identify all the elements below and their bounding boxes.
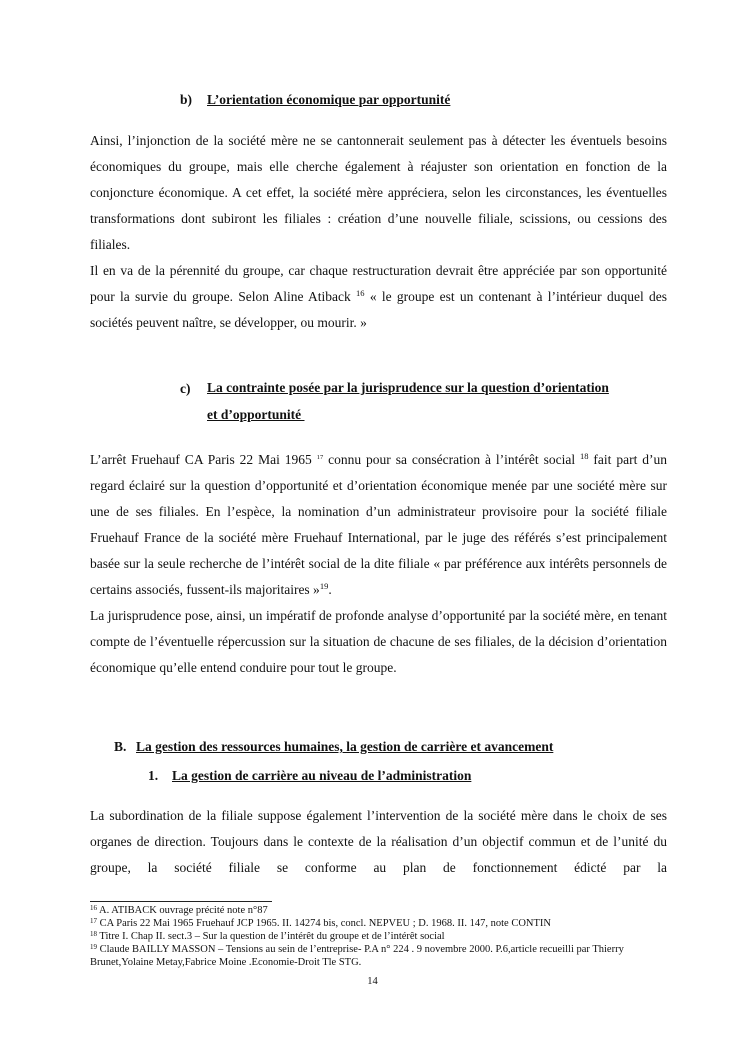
footnote-separator <box>90 901 272 902</box>
footnote-ref: 18 <box>580 451 589 461</box>
section-c-body <box>90 447 667 681</box>
heading-b-title: L’orientation économique par opportunité <box>207 92 451 107</box>
heading-c-title-line1: La contrainte posée par la jurisprudence sur la question d’orientation <box>207 380 609 395</box>
footnotes <box>90 904 670 969</box>
footnote: $^{18}$ Titre I. Chap II. sect.3 – Sur la question de l’intérêt du groupe et de l’intérêt social <box>90 930 445 942</box>
heading-B-label: B. <box>114 739 127 754</box>
paragraph: Il en va de la pérennité du groupe, car chaque restructuration devrait être appréciée par son opportunité pour la survie du groupe. Selon Aline Atiback $^{16}$ « le groupe est un contenant à l’intérieur duquel des sociétés peuvent naître, se développer, ou mourir. » <box>90 263 667 330</box>
footnote-ref: 17 <box>316 454 324 461</box>
heading-1-title: La gestion de carrière au niveau de l’administration <box>172 768 472 783</box>
heading-c-label: c) <box>180 381 191 396</box>
heading-c <box>180 381 670 428</box>
section-b-body <box>90 128 667 336</box>
heading-B-title: La gestion des ressources humaines, la gestion de carrière et avancement <box>136 739 554 754</box>
heading-b-label: b) <box>180 92 193 107</box>
heading-B <box>114 739 553 755</box>
footnote-ref: 19 <box>319 581 329 591</box>
heading-1-label: 1. <box>148 768 159 783</box>
paragraph: Ainsi, l’injonction de la société mère ne se cantonnerait seulement pas à détecter les éventuels besoins économiques du groupe, mais elle cherche également à réajuster son orientation en fonction de la conjoncture économique. A cet effet, la société mère appréciera, selon les circonstances, les éventuelles transformations dont subiront les filiales : création d’une nouvelle filiale, scissions, ou cessions des filiales. <box>90 133 667 252</box>
footnote-ref: 16 <box>356 288 365 298</box>
page-number: 14 <box>367 976 378 987</box>
paragraph: L’arrêt Fruehauf CA Paris 22 Mai 1965 $^{17}$ connu pour sa consécration à l’intérêt social $^{18}$ fait part d’un regard éclairé sur la question d’opportunité et d’orientation économique menée par une société mère sur une de ses filiales. En l’espèce, la nomination d’un administrateur provisoire pour la société filiale Fruehauf France de la société mère Fruehauf International, par le juge des référés s’est principalement basée sur la seule recherche de l’intérêt social de la dite filiale « par préférence aux intérêts personnels de certains associés, fussent-ils majoritaires »$^{19}$. <box>90 451 667 597</box>
paragraph: La subordination de la filiale suppose également l’intervention de la société mère dans le choix de ses organes de direction. Toujours dans le contexte de la réalisation d’un objectif commun et de l’unité du groupe, la société filiale se conforme au plan de fonctionnement édicté par la <box>90 808 667 875</box>
footnote: $^{17}$ CA Paris 22 Mai 1965 Fruehauf JCP 1965. II. 14274 bis, concl. NEPVEU ; D. 1968. II. 147, note CONTIN <box>90 917 551 929</box>
footnote: $^{16}$ A. ATIBACK ouvrage précité note n°87 <box>90 904 268 916</box>
heading-1 <box>148 768 471 784</box>
footnote: $^{19}$ Claude BAILLY MASSON – Tensions au sein de l’entreprise- P.A n° 224 . 9 novembre 2000. P.6,article recueilli par Thierry Brunet,Yolaine Metay,Fabrice Moine .Economie-Droit Tle STG. <box>90 943 624 968</box>
paragraph: La jurisprudence pose, ainsi, un impératif de profonde analyse d’opportunité par la société mère, en tenant compte de l’éventuelle répercussion sur la situation de chacune de ses filiales, de la décision d’orientation économique qu’elle entend conduire pour tout le groupe. <box>90 608 667 675</box>
heading-b <box>180 92 450 108</box>
section-B-body <box>90 803 667 881</box>
heading-c-title-line2: et d’opportunité <box>207 407 305 422</box>
